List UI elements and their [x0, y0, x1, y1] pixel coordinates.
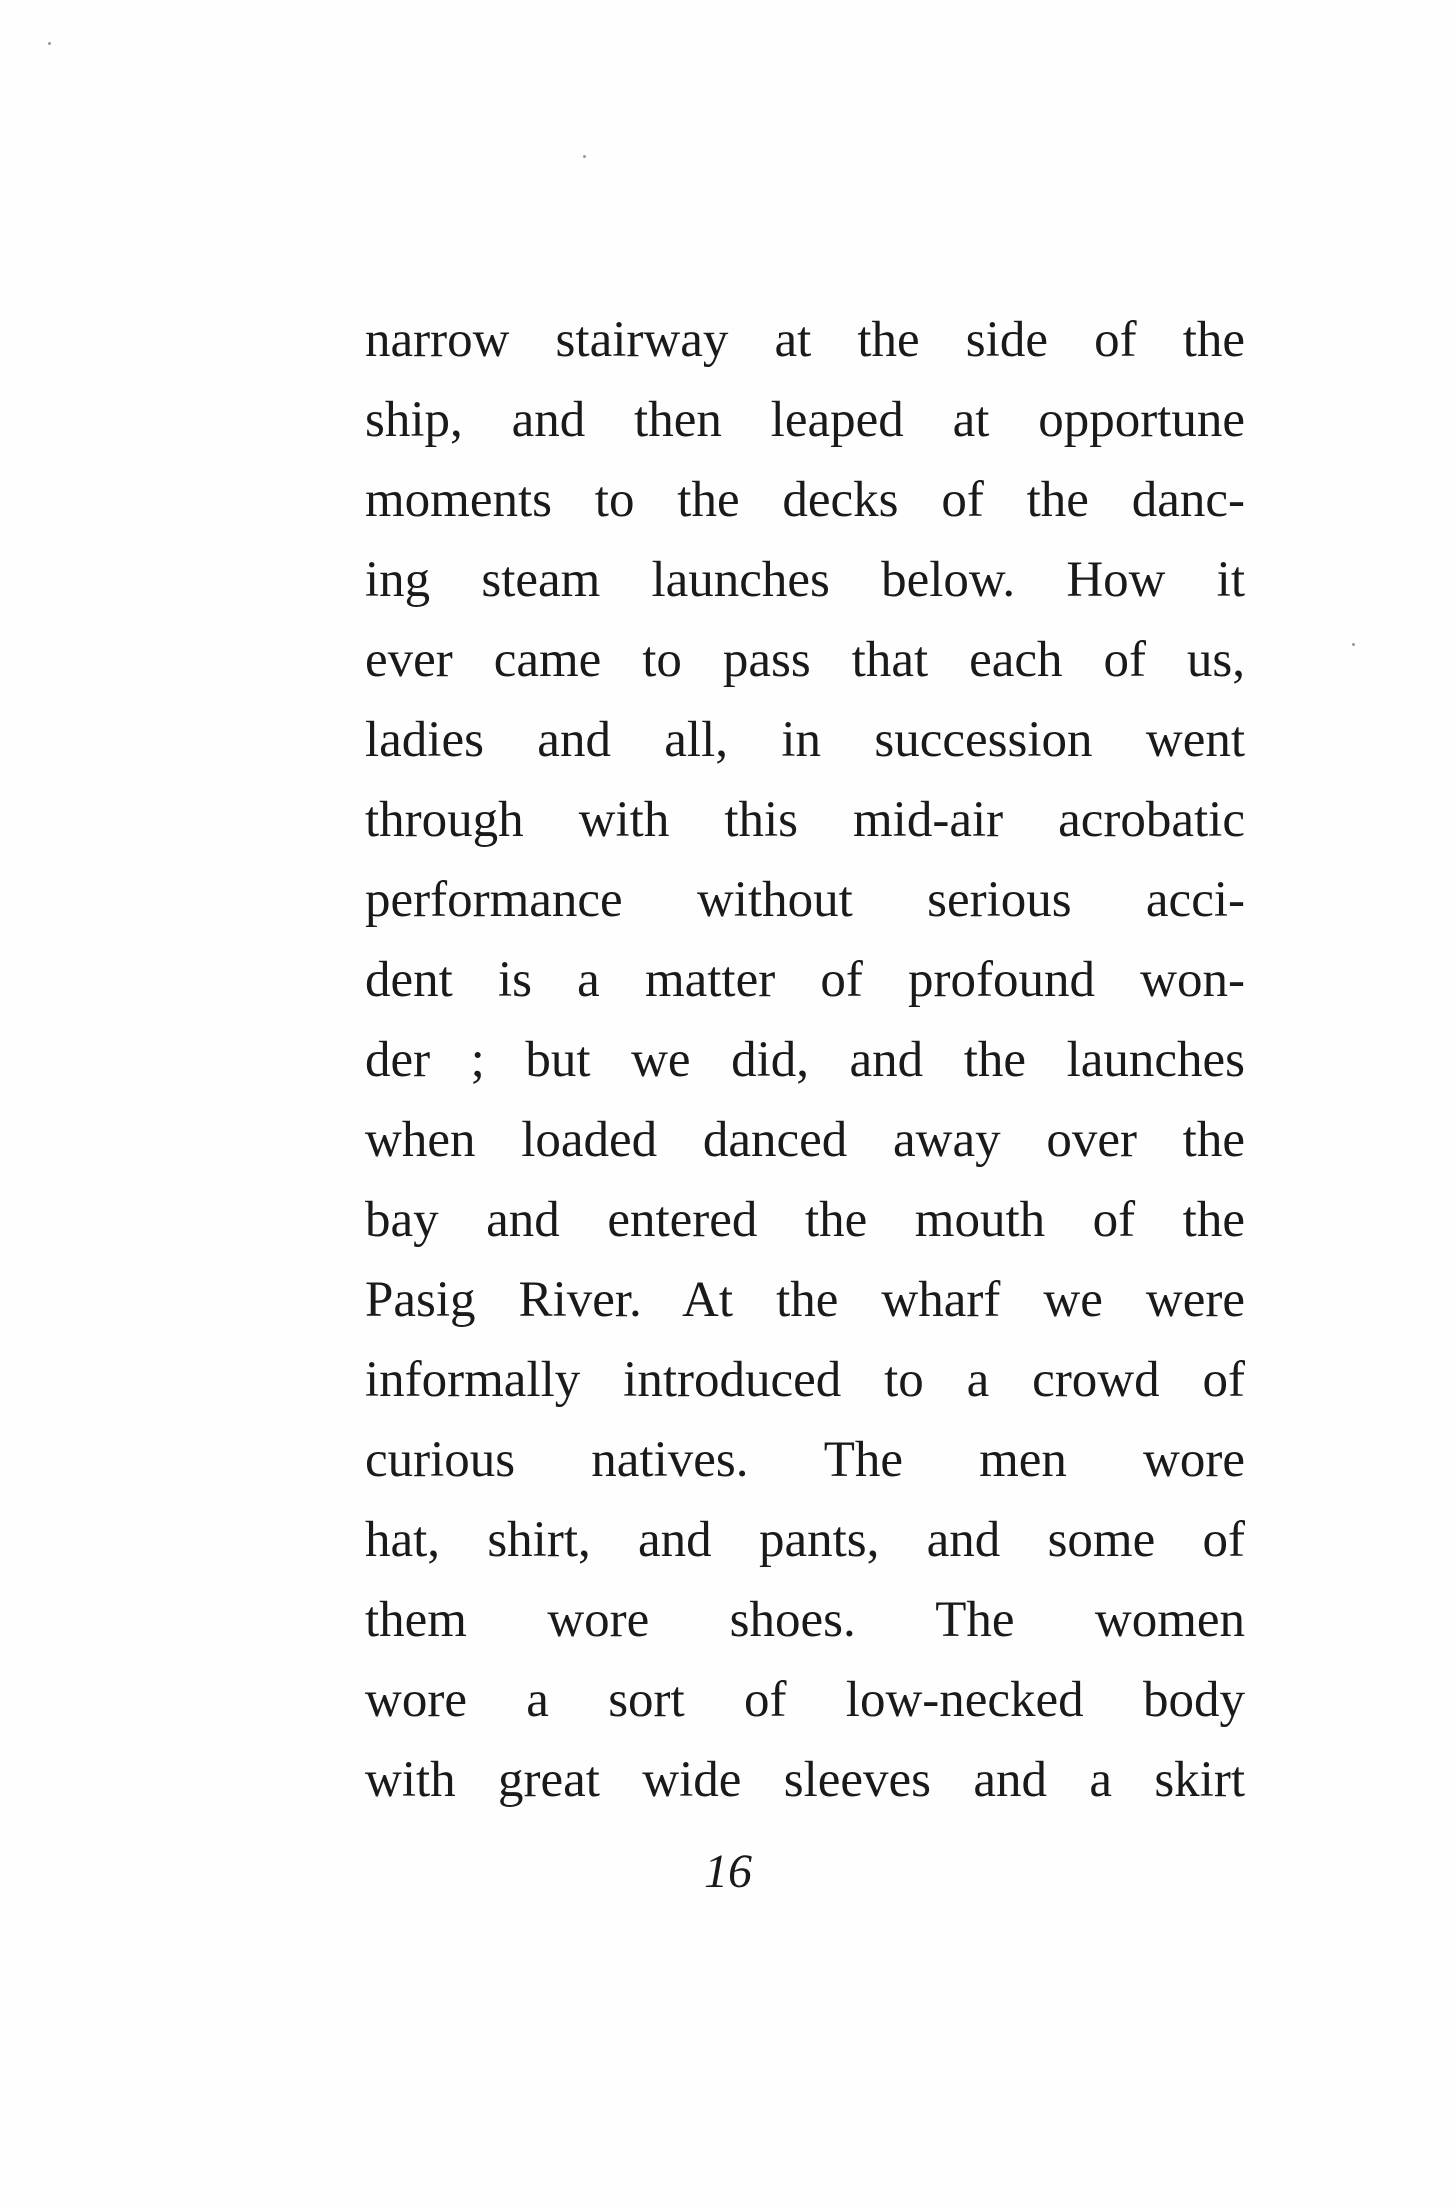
paper-speck	[1352, 643, 1355, 646]
text-line: through with this mid-air acrobatic	[365, 792, 1245, 848]
page-number: 16	[704, 1845, 752, 1898]
text-line: der ; but we did, and the launches	[365, 1032, 1245, 1088]
text-line: them wore shoes. The women	[365, 1592, 1245, 1648]
paper-speck	[583, 155, 586, 158]
text-line: Pasig River. At the wharf we were	[365, 1272, 1245, 1328]
text-line: ladies and all, in succession went	[365, 712, 1245, 768]
body-text	[365, 300, 1245, 1820]
text-line: when loaded danced away over the	[365, 1112, 1245, 1168]
text-line: informally introduced to a crowd of	[365, 1352, 1245, 1408]
text-line: hat, shirt, and pants, and some of	[365, 1512, 1245, 1568]
text-line: dent is a matter of profound won-	[365, 952, 1245, 1008]
text-line: ever came to pass that each of us,	[365, 632, 1245, 688]
text-line: curious natives. The men wore	[365, 1432, 1245, 1488]
text-line: narrow stairway at the side of the	[365, 312, 1245, 368]
paper-speck	[48, 42, 51, 45]
text-line: performance without serious acci-	[365, 872, 1245, 928]
text-line: wore a sort of low-necked body	[365, 1672, 1245, 1728]
text-line: with great wide sleeves and a skirt	[365, 1752, 1245, 1808]
text-line: ship, and then leaped at opportune	[365, 392, 1245, 448]
text-line: moments to the decks of the danc-	[365, 472, 1245, 528]
text-line: ing steam launches below. How it	[365, 552, 1245, 608]
text-line: bay and entered the mouth of the	[365, 1192, 1245, 1248]
